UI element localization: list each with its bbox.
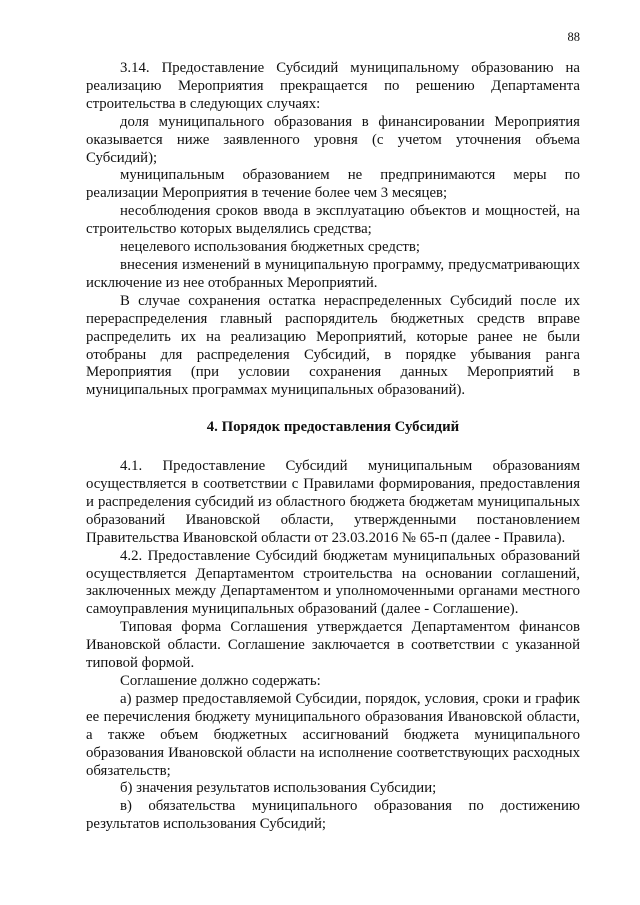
page-number: 88 bbox=[567, 30, 580, 44]
case-misuse-of-funds: нецелевого использования бюджетных средств; bbox=[120, 239, 420, 256]
case-deadline-violation: несоблюдения сроков ввода в эксплуатацию объектов и мощностей, на строительство которых выделялись средства; bbox=[86, 203, 580, 238]
agreement-contents-intro: Соглашение должно содержать: bbox=[120, 673, 321, 689]
remaining-subsidies-paragraph: В случае сохранения остатка нераспределенных Субсидий после их перераспределения главный распорядитель бюджетных средств вправе распределить их на реализацию Мероприятий, которые ранее не были отобраны для распределения Субсидий, в порядке убывания ранга Мероприятия (при условии сохранения данных Мероприятий в муниципальных программах муниципальных образований). bbox=[86, 292, 580, 399]
clause-3-14: 3.14. Предоставление Субсидий муниципальному образованию на реализацию Мероприятия прекращается по решению Департамента строительства в следующих случаях: bbox=[86, 60, 580, 112]
case-program-change: внесения изменений в муниципальную программу, предусматривающих исключение из нее отобранных Мероприятий. bbox=[86, 256, 580, 291]
agreement-item-a: а) размер предоставляемой Субсидии, порядок, условия, сроки и график ее перечисления бюджету муниципального образования Ивановской области, а также объем бюджетных ассигнований бюджета муниципального образования Ивановской области на исполнение соответствующих расходных обязательств; bbox=[86, 690, 580, 779]
clause-4-1: 4.1. Предоставление Субсидий муниципальным образованиям осуществляется в соответствии с Правилами формирования, предоставления и распределения субсидий из областного бюджета бюджетам муниципальных образований Ивановской области, утвержденными постановлением Правительства Ивановской области от 23.03.2016 № 65-п (далее - Правила). bbox=[86, 458, 580, 546]
document-body bbox=[86, 60, 580, 834]
case-cofinancing-below-level: доля муниципального образования в финансировании Мероприятия оказывается ниже заявленного уровня (с учетом уточнения объема Субсидий); bbox=[86, 113, 580, 166]
agreement-item-c: в) обязательства муниципального образования по достижению результатов использования Субсидий; bbox=[86, 798, 580, 833]
standard-form-paragraph: Типовая форма Соглашения утверждается Департаментом финансов Ивановской области. Соглашение заключается в соответствии с указанной типовой формой. bbox=[86, 619, 580, 672]
clause-4-2: 4.2. Предоставление Субсидий бюджетам муниципальных образований осуществляется Департаментом строительства на основании соглашений, заключенных между Департаментом и уполномоченными органами местного самоуправления муниципальных образований (далее - Соглашение). bbox=[86, 547, 580, 618]
section-4-heading: 4. Порядок предоставления Субсидий bbox=[206, 419, 460, 436]
agreement-item-b: б) значения результатов использования Субсидии; bbox=[120, 780, 437, 797]
case-no-action-3-months: муниципальным образованием не предпринимаются меры по реализации Мероприятия в течение более чем 3 месяцев; bbox=[86, 167, 580, 202]
